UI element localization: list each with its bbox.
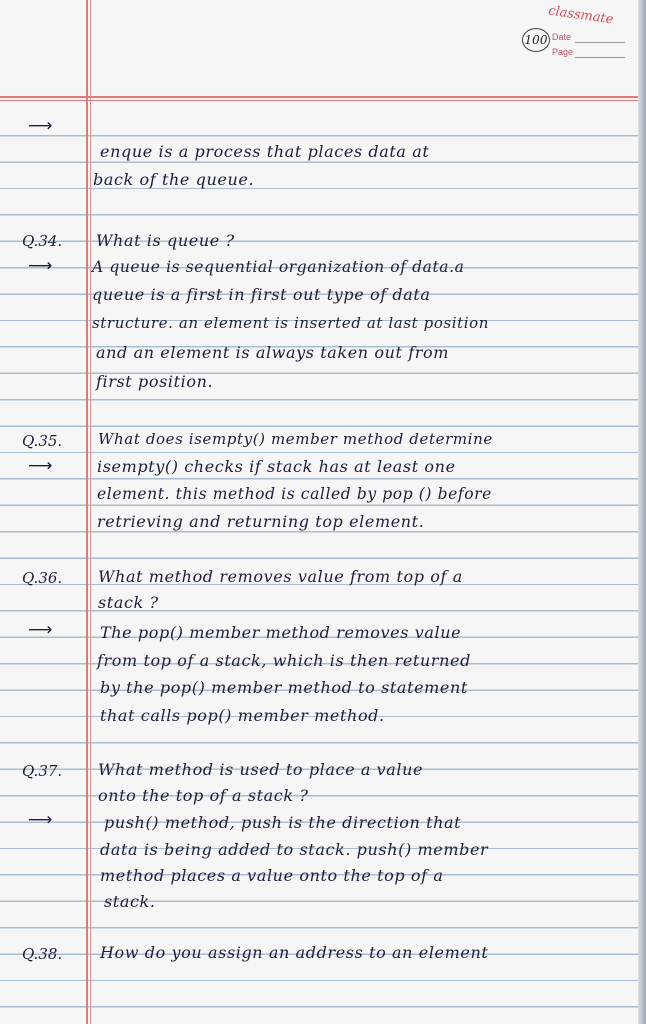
answer-text: stack.: [104, 892, 156, 911]
text-line: enque is a process that places data at: [100, 142, 430, 161]
left-margin-line: [86, 0, 88, 1024]
left-margin-line-2: [90, 0, 91, 1024]
answer-text: structure. an element is inserted at last position: [92, 314, 490, 332]
answer-text: retrieving and returning top element.: [97, 512, 425, 531]
answer-text: isempty() checks if stack has at least one: [97, 457, 456, 476]
brand-logo: classmate: [547, 3, 615, 28]
arrow-icon: ⟶: [28, 810, 53, 830]
question-text: What does isempty() member method determine: [98, 430, 493, 448]
question-number: Q.36.: [22, 569, 63, 587]
page-field-line: [575, 57, 625, 58]
page-number: 100: [522, 28, 550, 52]
question-text: What is queue ?: [96, 231, 235, 250]
question-text: What method removes value from top of a: [98, 567, 463, 586]
date-label: Date: [552, 32, 572, 42]
text-line: back of the queue.: [93, 170, 255, 189]
arrow-icon: ⟶: [28, 456, 53, 476]
question-number: Q.37.: [22, 762, 63, 780]
answer-text: element. this method is called by pop () before: [97, 485, 492, 503]
header-margin-line: [0, 96, 638, 98]
question-text: onto the top of a stack ?: [98, 786, 309, 805]
answer-text: that calls pop() member method.: [100, 706, 385, 725]
answer-text: first position.: [96, 372, 214, 391]
date-field-line: [575, 42, 625, 43]
arrow-icon: ⟶: [28, 620, 53, 640]
question-text: stack ?: [98, 593, 159, 612]
answer-text: from top of a stack, which is then returned: [97, 651, 471, 670]
question-number: Q.38.: [22, 945, 63, 963]
answer-text: queue is a first in first out type of data: [92, 285, 431, 304]
answer-text: The pop() member method removes value: [100, 623, 462, 642]
header-margin-line-2: [0, 100, 638, 101]
question-number: Q.34.: [22, 232, 63, 250]
arrow-icon: ⟶: [28, 256, 53, 276]
arrow-icon: ⟶: [28, 116, 53, 136]
answer-text: and an element is always taken out from: [96, 343, 450, 362]
question-text: How do you assign an address to an element: [100, 943, 489, 962]
page-label: Page: [552, 47, 574, 57]
answer-text: A queue is sequential organization of data.a: [92, 258, 465, 276]
question-number: Q.35.: [22, 432, 63, 450]
notebook-binding: [638, 0, 646, 1024]
answer-text: by the pop() member method to statement: [100, 678, 468, 697]
answer-text: method places a value onto the top of a: [100, 866, 444, 885]
page-header-area: [0, 0, 638, 110]
question-text: What method is used to place a value: [98, 760, 424, 779]
answer-text: data is being added to stack. push() member: [100, 840, 489, 859]
answer-text: push() method, push is the direction that: [104, 813, 462, 832]
